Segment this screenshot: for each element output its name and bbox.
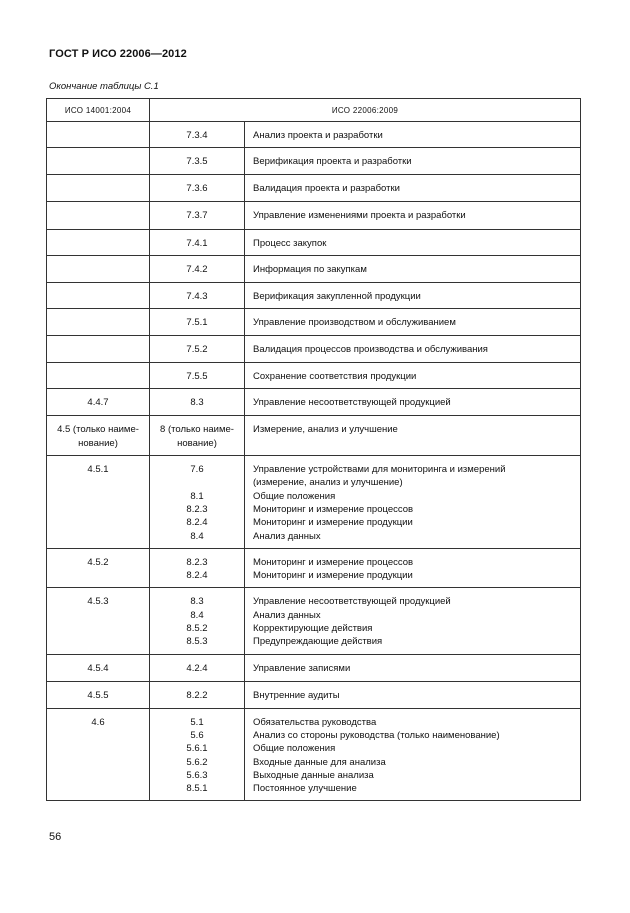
table-row <box>47 201 581 229</box>
correspondence-table <box>46 98 581 801</box>
iso14001-clause-cell <box>47 389 150 416</box>
iso22006-clause-cell <box>150 363 245 389</box>
iso22006-title-cell <box>245 309 581 336</box>
cell-line: 7.4.2 <box>186 263 208 275</box>
table-row <box>47 363 581 389</box>
table-row <box>47 336 581 363</box>
iso22006-title-cell <box>245 389 581 416</box>
cell-line: 7.4.3 <box>186 290 208 302</box>
iso22006-title-cell <box>245 588 581 654</box>
cell-line: 8.1 <box>190 490 204 502</box>
iso22006-title-cell <box>245 255 581 282</box>
cell-line <box>47 182 149 195</box>
cell-line: 4.6 <box>91 716 105 728</box>
table-row <box>47 588 581 654</box>
iso22006-clause-cell <box>150 255 245 282</box>
cell-line <box>47 209 149 222</box>
iso14001-clause-cell <box>47 654 150 681</box>
cell-line: Анализ данных <box>253 530 321 542</box>
iso14001-clause-cell <box>47 336 150 363</box>
cell-line: Управление несоответствующей продукцией <box>253 397 451 409</box>
cell-line <box>47 155 149 168</box>
iso22006-clause-cell <box>150 175 245 201</box>
cell-line: Общие положения <box>253 490 336 502</box>
cell-line: 4.5 (только наиме- <box>57 424 139 436</box>
cell-line: Управление производством и обслуживанием <box>253 317 456 329</box>
cell-line: 7.6 <box>190 464 204 476</box>
cell-line: 7.3.4 <box>186 130 208 141</box>
iso22006-clause-cell <box>150 654 245 681</box>
iso22006-title-cell <box>245 548 581 588</box>
cell-line: 4.4.7 <box>87 397 109 409</box>
cell-line: Верификация проекта и разработки <box>253 156 412 168</box>
iso22006-title-cell <box>245 456 581 549</box>
cell-line: 5.1 <box>190 716 204 728</box>
cell-line: 4.5.2 <box>87 556 109 568</box>
table-row <box>47 148 581 175</box>
cell-line: 7.3.6 <box>186 183 208 195</box>
cell-line: Процесс закупок <box>253 237 327 249</box>
cell-line: 8.2.2 <box>186 689 208 701</box>
table-row <box>47 654 581 681</box>
table-row <box>47 389 581 416</box>
cell-line: Валидация процессов производства и обслуживания <box>253 344 488 356</box>
cell-line: Информация по закупкам <box>253 263 367 275</box>
iso22006-clause-cell <box>150 708 245 801</box>
cell-line: 7.5.5 <box>186 371 208 383</box>
cell-line: (измерение, анализ и улучшение) <box>253 477 403 489</box>
iso14001-clause-cell <box>47 229 150 255</box>
iso22006-title-cell <box>245 681 581 708</box>
table-row <box>47 122 581 148</box>
cell-line: 8.5.3 <box>186 636 208 648</box>
table-row <box>47 548 581 588</box>
cell-line: 5.6.3 <box>186 769 208 781</box>
iso14001-clause-cell <box>47 416 150 456</box>
iso14001-clause-cell <box>47 309 150 336</box>
cell-line: Валидация проекта и разработки <box>253 183 400 195</box>
cell-line: 4.2.4 <box>186 662 208 674</box>
cell-line: Обязательства руководства <box>253 716 377 728</box>
cell-line: Анализ проекта и разработки <box>253 130 383 141</box>
iso14001-clause-cell <box>47 708 150 801</box>
iso22006-clause-cell <box>150 416 245 456</box>
iso22006-title-cell <box>245 363 581 389</box>
iso14001-clause-cell <box>47 255 150 282</box>
iso22006-title-cell <box>245 282 581 308</box>
column-header-iso14001: ИСО 14001:2004 <box>47 99 150 122</box>
cell-line: Управление изменениями проекта и разработки <box>253 209 466 221</box>
cell-line <box>47 316 149 329</box>
table-row <box>47 681 581 708</box>
cell-line: Мониторинг и измерение процессов <box>253 556 414 568</box>
cell-line: Внутренние аудиты <box>253 689 340 701</box>
cell-line: 5.6 <box>190 729 204 741</box>
iso22006-clause-cell <box>150 681 245 708</box>
cell-line: Корректирующие действия <box>253 623 373 635</box>
cell-line <box>47 237 149 250</box>
cell-line: 7.5.1 <box>186 317 208 329</box>
cell-line: Выходные данные анализа <box>253 769 374 781</box>
iso22006-clause-cell <box>150 229 245 255</box>
cell-line: 5.6.1 <box>186 743 208 755</box>
iso22006-clause-cell <box>150 588 245 654</box>
cell-line <box>47 263 149 276</box>
table-row <box>47 229 581 255</box>
iso14001-clause-cell <box>47 175 150 201</box>
iso22006-title-cell <box>245 416 581 456</box>
iso22006-clause-cell <box>150 282 245 308</box>
cell-line: 8.5.2 <box>186 623 208 635</box>
cell-line: нование) <box>78 437 118 449</box>
iso14001-clause-cell <box>47 148 150 175</box>
cell-line: Мониторинг и измерение продукции <box>253 570 413 582</box>
iso22006-clause-cell <box>150 122 245 148</box>
iso22006-title-cell <box>245 229 581 255</box>
cell-line <box>47 290 149 303</box>
cell-line: 7.5.2 <box>186 344 208 356</box>
table-row <box>47 282 581 308</box>
cell-line: Входные данные для анализа <box>253 756 386 768</box>
cell-line: 7.4.1 <box>186 237 208 249</box>
iso14001-clause-cell <box>47 456 150 549</box>
iso22006-clause-cell <box>150 201 245 229</box>
cell-line: Сохранение соответствия продукции <box>253 371 417 383</box>
table-row <box>47 708 581 801</box>
cell-line: Анализ данных <box>253 609 321 621</box>
iso22006-clause-cell <box>150 309 245 336</box>
iso14001-clause-cell <box>47 681 150 708</box>
cell-line: Общие положения <box>253 743 336 755</box>
table-row <box>47 309 581 336</box>
cell-line: нование) <box>177 437 217 449</box>
cell-line: 8.4 <box>190 609 204 621</box>
iso22006-title-cell <box>245 708 581 801</box>
iso22006-title-cell <box>245 336 581 363</box>
iso14001-clause-cell <box>47 588 150 654</box>
document-header: ГОСТ Р ИСО 22006—2012 <box>49 48 187 60</box>
iso22006-clause-cell <box>150 336 245 363</box>
iso22006-title-cell <box>245 654 581 681</box>
iso22006-title-cell <box>245 148 581 175</box>
iso22006-title-cell <box>245 175 581 201</box>
cell-line: 4.5.3 <box>87 596 109 608</box>
table-caption: Окончание таблицы С.1 <box>49 81 159 92</box>
cell-line: 4.5.4 <box>87 662 109 674</box>
table-row <box>47 255 581 282</box>
cell-line: 8.2.4 <box>186 517 208 529</box>
iso22006-clause-cell <box>150 548 245 588</box>
iso22006-title-cell <box>245 201 581 229</box>
iso14001-clause-cell <box>47 201 150 229</box>
iso14001-clause-cell <box>47 122 150 148</box>
cell-line: 4.5.1 <box>87 464 109 476</box>
cell-line <box>47 370 149 383</box>
cell-line: 8.5.1 <box>186 783 208 795</box>
cell-line: 7.3.7 <box>186 209 208 221</box>
iso22006-clause-cell <box>150 456 245 549</box>
cell-line: Измерение, анализ и улучшение <box>253 424 398 436</box>
cell-line: Верификация закупленной продукции <box>253 290 421 302</box>
iso14001-clause-cell <box>47 363 150 389</box>
table-row <box>47 456 581 549</box>
cell-line: Управление записями <box>253 662 351 674</box>
iso22006-clause-cell <box>150 389 245 416</box>
column-header-iso22006: ИСО 22006:2009 <box>150 99 581 122</box>
cell-line: 8.2.3 <box>186 556 208 568</box>
cell-line <box>47 129 149 142</box>
cell-line: 8.4 <box>190 530 204 542</box>
iso22006-clause-cell <box>150 148 245 175</box>
cell-line: 5.6.2 <box>186 756 208 768</box>
cell-line: Постоянное улучшение <box>253 783 357 795</box>
table-header-row <box>47 99 581 122</box>
cell-line: 8.3 <box>190 397 204 409</box>
iso22006-title-cell <box>245 122 581 148</box>
page-number: 56 <box>49 831 62 843</box>
cell-line <box>47 343 149 356</box>
cell-line: Анализ со стороны руководства (только наименование) <box>253 729 500 741</box>
table-row <box>47 175 581 201</box>
iso14001-clause-cell <box>47 282 150 308</box>
iso14001-clause-cell <box>47 548 150 588</box>
cell-line: 8.2.3 <box>186 503 208 515</box>
cell-line: Мониторинг и измерение продукции <box>253 517 413 529</box>
table-row <box>47 416 581 456</box>
cell-line: 8.2.4 <box>186 570 208 582</box>
cell-line: Мониторинг и измерение процессов <box>253 503 414 515</box>
cell-line: 8 (только наиме- <box>160 424 234 436</box>
cell-line: Управление устройствами для мониторинга и измерений <box>253 464 506 476</box>
cell-line <box>150 476 244 489</box>
cell-line: Предупреждающие действия <box>253 636 383 648</box>
cell-line: 7.3.5 <box>186 156 208 168</box>
cell-line: 4.5.5 <box>87 689 109 701</box>
cell-line: 8.3 <box>190 596 204 608</box>
cell-line: Управление несоответствующей продукцией <box>253 596 451 608</box>
